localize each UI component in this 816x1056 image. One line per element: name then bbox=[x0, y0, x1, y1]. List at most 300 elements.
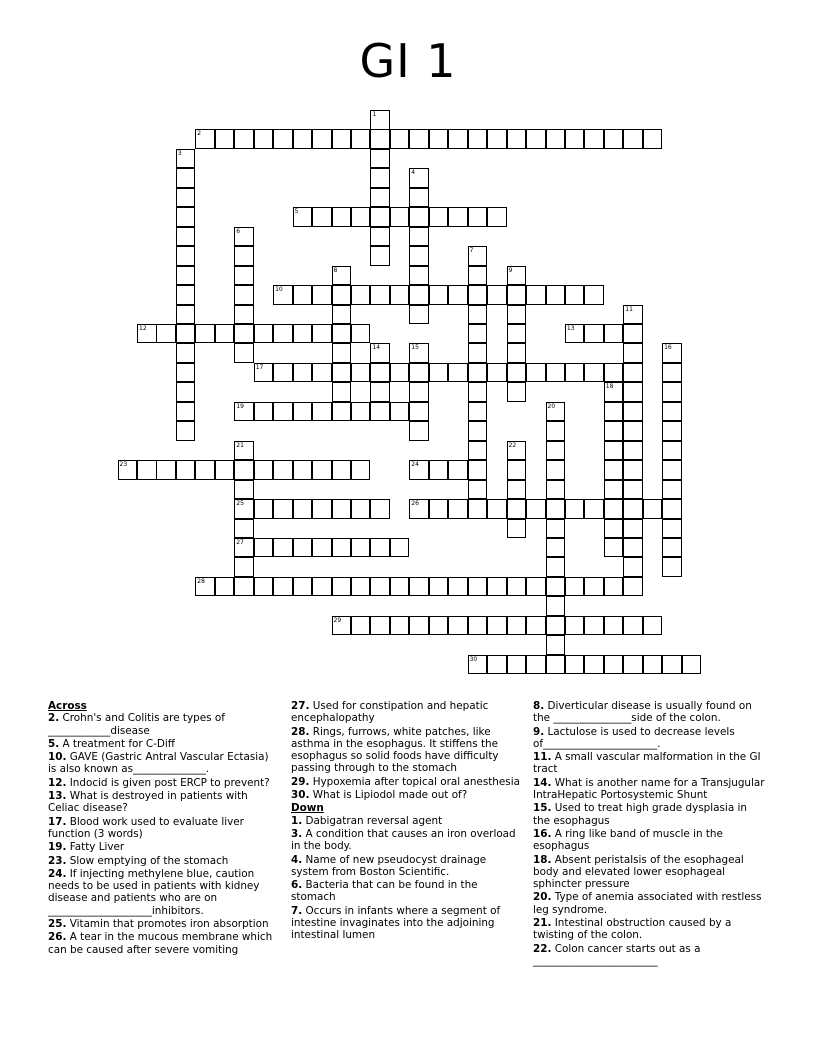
grid-cell[interactable] bbox=[546, 557, 566, 577]
grid-cell[interactable] bbox=[312, 285, 332, 305]
grid-cell[interactable] bbox=[273, 363, 293, 383]
grid-cell[interactable] bbox=[507, 382, 527, 402]
grid-cell[interactable] bbox=[643, 129, 663, 149]
grid-cell[interactable] bbox=[662, 519, 682, 539]
grid-cell[interactable] bbox=[468, 207, 488, 227]
grid-cell[interactable] bbox=[565, 655, 585, 675]
grid-cell[interactable] bbox=[370, 188, 390, 208]
grid-cell[interactable] bbox=[234, 324, 254, 344]
grid-cell[interactable] bbox=[662, 402, 682, 422]
grid-cell[interactable] bbox=[584, 285, 604, 305]
grid-cell[interactable] bbox=[409, 207, 429, 227]
grid-cell[interactable] bbox=[643, 616, 663, 636]
grid-cell[interactable] bbox=[312, 402, 332, 422]
grid-cell[interactable] bbox=[604, 519, 624, 539]
grid-cell[interactable] bbox=[546, 635, 566, 655]
grid-cell[interactable] bbox=[662, 557, 682, 577]
grid-cell[interactable] bbox=[156, 460, 176, 480]
grid-cell[interactable] bbox=[370, 363, 390, 383]
grid-cell[interactable] bbox=[546, 129, 566, 149]
grid-cell[interactable] bbox=[312, 577, 332, 597]
grid-cell[interactable] bbox=[468, 363, 488, 383]
grid-cell[interactable] bbox=[507, 519, 527, 539]
grid-cell[interactable] bbox=[468, 324, 488, 344]
grid-cell[interactable] bbox=[332, 538, 352, 558]
grid-cell[interactable] bbox=[546, 363, 566, 383]
grid-cell[interactable] bbox=[293, 207, 313, 227]
grid-cell[interactable] bbox=[468, 402, 488, 422]
grid-cell[interactable] bbox=[429, 363, 449, 383]
grid-cell[interactable] bbox=[662, 460, 682, 480]
grid-cell[interactable] bbox=[409, 363, 429, 383]
grid-cell[interactable] bbox=[546, 616, 566, 636]
grid-cell[interactable] bbox=[546, 538, 566, 558]
grid-cell[interactable] bbox=[604, 441, 624, 461]
grid-cell[interactable] bbox=[312, 324, 332, 344]
grid-cell[interactable] bbox=[546, 441, 566, 461]
grid-cell[interactable] bbox=[526, 129, 546, 149]
grid-cell[interactable] bbox=[176, 168, 196, 188]
grid-cell[interactable] bbox=[584, 129, 604, 149]
grid-cell[interactable] bbox=[409, 305, 429, 325]
grid-cell[interactable] bbox=[429, 460, 449, 480]
grid-cell[interactable] bbox=[234, 557, 254, 577]
grid-cell[interactable] bbox=[565, 363, 585, 383]
grid-cell[interactable] bbox=[584, 324, 604, 344]
grid-cell[interactable] bbox=[487, 207, 507, 227]
grid-cell[interactable] bbox=[623, 616, 643, 636]
grid-cell[interactable] bbox=[332, 285, 352, 305]
grid-cell[interactable] bbox=[662, 499, 682, 519]
grid-cell[interactable] bbox=[507, 616, 527, 636]
grid-cell[interactable] bbox=[546, 285, 566, 305]
grid-cell[interactable] bbox=[293, 285, 313, 305]
grid-cell[interactable] bbox=[623, 324, 643, 344]
grid-cell[interactable] bbox=[468, 382, 488, 402]
grid-cell[interactable] bbox=[351, 538, 371, 558]
grid-cell[interactable] bbox=[195, 129, 215, 149]
grid-cell[interactable] bbox=[468, 577, 488, 597]
grid-cell[interactable] bbox=[137, 460, 157, 480]
grid-cell[interactable] bbox=[409, 577, 429, 597]
grid-cell[interactable] bbox=[662, 480, 682, 500]
grid-cell[interactable] bbox=[623, 129, 643, 149]
grid-cell[interactable] bbox=[293, 577, 313, 597]
grid-cell[interactable] bbox=[468, 129, 488, 149]
grid-cell[interactable] bbox=[682, 655, 702, 675]
grid-cell[interactable] bbox=[662, 382, 682, 402]
grid-cell[interactable] bbox=[604, 460, 624, 480]
grid-cell[interactable] bbox=[409, 499, 429, 519]
grid-cell[interactable] bbox=[623, 441, 643, 461]
grid-cell[interactable] bbox=[234, 285, 254, 305]
grid-cell[interactable] bbox=[293, 538, 313, 558]
grid-cell[interactable] bbox=[176, 149, 196, 169]
grid-cell[interactable] bbox=[409, 129, 429, 149]
grid-cell[interactable] bbox=[468, 266, 488, 286]
grid-cell[interactable] bbox=[526, 285, 546, 305]
grid-cell[interactable] bbox=[565, 285, 585, 305]
grid-cell[interactable] bbox=[429, 285, 449, 305]
grid-cell[interactable] bbox=[293, 499, 313, 519]
grid-cell[interactable] bbox=[623, 538, 643, 558]
grid-cell[interactable] bbox=[234, 538, 254, 558]
grid-cell[interactable] bbox=[176, 460, 196, 480]
grid-cell[interactable] bbox=[409, 285, 429, 305]
grid-cell[interactable] bbox=[604, 324, 624, 344]
grid-cell[interactable] bbox=[293, 460, 313, 480]
grid-cell[interactable] bbox=[507, 343, 527, 363]
grid-cell[interactable] bbox=[507, 655, 527, 675]
grid-cell[interactable] bbox=[137, 324, 157, 344]
grid-cell[interactable] bbox=[526, 655, 546, 675]
grid-cell[interactable] bbox=[370, 207, 390, 227]
grid-cell[interactable] bbox=[332, 382, 352, 402]
grid-cell[interactable] bbox=[623, 577, 643, 597]
grid-cell[interactable] bbox=[487, 577, 507, 597]
grid-cell[interactable] bbox=[546, 596, 566, 616]
grid-cell[interactable] bbox=[370, 168, 390, 188]
grid-cell[interactable] bbox=[507, 499, 527, 519]
grid-cell[interactable] bbox=[254, 402, 274, 422]
grid-cell[interactable] bbox=[215, 460, 235, 480]
grid-cell[interactable] bbox=[312, 207, 332, 227]
grid-cell[interactable] bbox=[370, 577, 390, 597]
grid-cell[interactable] bbox=[273, 577, 293, 597]
grid-cell[interactable] bbox=[662, 655, 682, 675]
grid-cell[interactable] bbox=[604, 421, 624, 441]
grid-cell[interactable] bbox=[390, 129, 410, 149]
grid-cell[interactable] bbox=[370, 499, 390, 519]
grid-cell[interactable] bbox=[293, 363, 313, 383]
grid-cell[interactable] bbox=[332, 402, 352, 422]
grid-cell[interactable] bbox=[604, 538, 624, 558]
grid-cell[interactable] bbox=[312, 499, 332, 519]
grid-cell[interactable] bbox=[468, 246, 488, 266]
grid-cell[interactable] bbox=[351, 207, 371, 227]
grid-cell[interactable] bbox=[176, 402, 196, 422]
grid-cell[interactable] bbox=[370, 129, 390, 149]
grid-cell[interactable] bbox=[468, 616, 488, 636]
grid-cell[interactable] bbox=[662, 441, 682, 461]
grid-cell[interactable] bbox=[176, 363, 196, 383]
grid-cell[interactable] bbox=[332, 129, 352, 149]
grid-cell[interactable] bbox=[623, 402, 643, 422]
grid-cell[interactable] bbox=[370, 246, 390, 266]
grid-cell[interactable] bbox=[332, 305, 352, 325]
grid-cell[interactable] bbox=[584, 577, 604, 597]
grid-cell[interactable] bbox=[409, 382, 429, 402]
grid-cell[interactable] bbox=[643, 499, 663, 519]
grid-cell[interactable] bbox=[176, 382, 196, 402]
grid-cell[interactable] bbox=[468, 655, 488, 675]
grid-cell[interactable] bbox=[468, 343, 488, 363]
grid-cell[interactable] bbox=[584, 363, 604, 383]
grid-cell[interactable] bbox=[604, 382, 624, 402]
grid-cell[interactable] bbox=[273, 285, 293, 305]
grid-cell[interactable] bbox=[448, 499, 468, 519]
grid-cell[interactable] bbox=[448, 207, 468, 227]
grid-cell[interactable] bbox=[604, 402, 624, 422]
grid-cell[interactable] bbox=[623, 343, 643, 363]
grid-cell[interactable] bbox=[409, 188, 429, 208]
grid-cell[interactable] bbox=[156, 324, 176, 344]
grid-cell[interactable] bbox=[176, 343, 196, 363]
grid-cell[interactable] bbox=[370, 343, 390, 363]
grid-cell[interactable] bbox=[234, 266, 254, 286]
grid-cell[interactable] bbox=[234, 480, 254, 500]
grid-cell[interactable] bbox=[584, 655, 604, 675]
grid-cell[interactable] bbox=[390, 577, 410, 597]
grid-cell[interactable] bbox=[332, 207, 352, 227]
grid-cell[interactable] bbox=[546, 577, 566, 597]
grid-cell[interactable] bbox=[390, 285, 410, 305]
grid-cell[interactable] bbox=[351, 460, 371, 480]
grid-cell[interactable] bbox=[487, 285, 507, 305]
grid-cell[interactable] bbox=[390, 538, 410, 558]
grid-cell[interactable] bbox=[409, 168, 429, 188]
grid-cell[interactable] bbox=[546, 519, 566, 539]
grid-cell[interactable] bbox=[390, 363, 410, 383]
grid-cell[interactable] bbox=[195, 460, 215, 480]
grid-cell[interactable] bbox=[468, 305, 488, 325]
grid-cell[interactable] bbox=[429, 129, 449, 149]
grid-cell[interactable] bbox=[604, 499, 624, 519]
grid-cell[interactable] bbox=[487, 363, 507, 383]
grid-cell[interactable] bbox=[429, 207, 449, 227]
grid-cell[interactable] bbox=[526, 616, 546, 636]
grid-cell[interactable] bbox=[448, 616, 468, 636]
grid-cell[interactable] bbox=[546, 480, 566, 500]
grid-cell[interactable] bbox=[234, 460, 254, 480]
grid-cell[interactable] bbox=[370, 285, 390, 305]
grid-cell[interactable] bbox=[234, 246, 254, 266]
grid-cell[interactable] bbox=[332, 577, 352, 597]
grid-cell[interactable] bbox=[215, 577, 235, 597]
grid-cell[interactable] bbox=[312, 460, 332, 480]
grid-cell[interactable] bbox=[623, 363, 643, 383]
grid-cell[interactable] bbox=[273, 402, 293, 422]
grid-cell[interactable] bbox=[468, 499, 488, 519]
grid-cell[interactable] bbox=[234, 519, 254, 539]
grid-cell[interactable] bbox=[409, 421, 429, 441]
grid-cell[interactable] bbox=[254, 324, 274, 344]
grid-cell[interactable] bbox=[254, 577, 274, 597]
grid-cell[interactable] bbox=[448, 577, 468, 597]
grid-cell[interactable] bbox=[507, 460, 527, 480]
grid-cell[interactable] bbox=[604, 363, 624, 383]
grid-cell[interactable] bbox=[507, 129, 527, 149]
grid-cell[interactable] bbox=[312, 363, 332, 383]
grid-cell[interactable] bbox=[351, 285, 371, 305]
grid-cell[interactable] bbox=[351, 363, 371, 383]
grid-cell[interactable] bbox=[429, 499, 449, 519]
grid-cell[interactable] bbox=[565, 499, 585, 519]
grid-cell[interactable] bbox=[507, 285, 527, 305]
grid-cell[interactable] bbox=[293, 324, 313, 344]
grid-cell[interactable] bbox=[370, 149, 390, 169]
grid-cell[interactable] bbox=[409, 402, 429, 422]
grid-cell[interactable] bbox=[507, 266, 527, 286]
grid-cell[interactable] bbox=[468, 480, 488, 500]
grid-cell[interactable] bbox=[351, 616, 371, 636]
grid-cell[interactable] bbox=[468, 421, 488, 441]
grid-cell[interactable] bbox=[546, 460, 566, 480]
grid-cell[interactable] bbox=[429, 577, 449, 597]
grid-cell[interactable] bbox=[118, 460, 138, 480]
grid-cell[interactable] bbox=[565, 616, 585, 636]
grid-cell[interactable] bbox=[234, 402, 254, 422]
grid-cell[interactable] bbox=[273, 324, 293, 344]
grid-cell[interactable] bbox=[565, 129, 585, 149]
grid-cell[interactable] bbox=[565, 324, 585, 344]
grid-cell[interactable] bbox=[507, 363, 527, 383]
grid-cell[interactable] bbox=[370, 402, 390, 422]
grid-cell[interactable] bbox=[507, 324, 527, 344]
grid-cell[interactable] bbox=[254, 363, 274, 383]
grid-cell[interactable] bbox=[254, 129, 274, 149]
grid-cell[interactable] bbox=[390, 207, 410, 227]
grid-cell[interactable] bbox=[351, 129, 371, 149]
grid-cell[interactable] bbox=[215, 324, 235, 344]
grid-cell[interactable] bbox=[332, 343, 352, 363]
grid-cell[interactable] bbox=[604, 129, 624, 149]
grid-cell[interactable] bbox=[234, 305, 254, 325]
grid-cell[interactable] bbox=[526, 577, 546, 597]
grid-cell[interactable] bbox=[312, 538, 332, 558]
grid-cell[interactable] bbox=[293, 402, 313, 422]
grid-cell[interactable] bbox=[623, 499, 643, 519]
grid-cell[interactable] bbox=[234, 227, 254, 247]
grid-cell[interactable] bbox=[604, 480, 624, 500]
grid-cell[interactable] bbox=[604, 655, 624, 675]
grid-cell[interactable] bbox=[234, 129, 254, 149]
grid-cell[interactable] bbox=[176, 285, 196, 305]
grid-cell[interactable] bbox=[332, 616, 352, 636]
grid-cell[interactable] bbox=[468, 460, 488, 480]
grid-cell[interactable] bbox=[176, 421, 196, 441]
grid-cell[interactable] bbox=[623, 421, 643, 441]
grid-cell[interactable] bbox=[507, 577, 527, 597]
grid-cell[interactable] bbox=[176, 188, 196, 208]
grid-cell[interactable] bbox=[526, 363, 546, 383]
grid-cell[interactable] bbox=[293, 129, 313, 149]
grid-cell[interactable] bbox=[254, 460, 274, 480]
grid-cell[interactable] bbox=[351, 324, 371, 344]
grid-cell[interactable] bbox=[604, 616, 624, 636]
grid-cell[interactable] bbox=[273, 129, 293, 149]
grid-cell[interactable] bbox=[332, 499, 352, 519]
grid-cell[interactable] bbox=[526, 499, 546, 519]
grid-cell[interactable] bbox=[254, 538, 274, 558]
grid-cell[interactable] bbox=[662, 363, 682, 383]
grid-cell[interactable] bbox=[370, 538, 390, 558]
grid-cell[interactable] bbox=[351, 577, 371, 597]
grid-cell[interactable] bbox=[623, 655, 643, 675]
grid-cell[interactable] bbox=[546, 655, 566, 675]
grid-cell[interactable] bbox=[623, 519, 643, 539]
grid-cell[interactable] bbox=[468, 285, 488, 305]
grid-cell[interactable] bbox=[623, 382, 643, 402]
grid-cell[interactable] bbox=[487, 616, 507, 636]
grid-cell[interactable] bbox=[662, 343, 682, 363]
grid-cell[interactable] bbox=[409, 246, 429, 266]
grid-cell[interactable] bbox=[409, 343, 429, 363]
grid-cell[interactable] bbox=[176, 305, 196, 325]
grid-cell[interactable] bbox=[215, 129, 235, 149]
grid-cell[interactable] bbox=[176, 246, 196, 266]
grid-cell[interactable] bbox=[643, 655, 663, 675]
grid-cell[interactable] bbox=[507, 305, 527, 325]
grid-cell[interactable] bbox=[565, 577, 585, 597]
grid-cell[interactable] bbox=[662, 421, 682, 441]
grid-cell[interactable] bbox=[332, 266, 352, 286]
grid-cell[interactable] bbox=[584, 499, 604, 519]
grid-cell[interactable] bbox=[487, 129, 507, 149]
grid-cell[interactable] bbox=[448, 129, 468, 149]
grid-cell[interactable] bbox=[176, 227, 196, 247]
grid-cell[interactable] bbox=[273, 538, 293, 558]
grid-cell[interactable] bbox=[332, 363, 352, 383]
grid-cell[interactable] bbox=[546, 499, 566, 519]
grid-cell[interactable] bbox=[273, 460, 293, 480]
grid-cell[interactable] bbox=[254, 499, 274, 519]
grid-cell[interactable] bbox=[176, 266, 196, 286]
grid-cell[interactable] bbox=[234, 577, 254, 597]
grid-cell[interactable] bbox=[448, 363, 468, 383]
grid-cell[interactable] bbox=[351, 499, 371, 519]
grid-cell[interactable] bbox=[604, 577, 624, 597]
grid-cell[interactable] bbox=[507, 441, 527, 461]
grid-cell[interactable] bbox=[370, 616, 390, 636]
grid-cell[interactable] bbox=[370, 382, 390, 402]
grid-cell[interactable] bbox=[176, 324, 196, 344]
grid-cell[interactable] bbox=[273, 499, 293, 519]
grid-cell[interactable] bbox=[195, 577, 215, 597]
grid-cell[interactable] bbox=[409, 460, 429, 480]
grid-cell[interactable] bbox=[234, 499, 254, 519]
grid-cell[interactable] bbox=[370, 110, 390, 130]
grid-cell[interactable] bbox=[448, 460, 468, 480]
grid-cell[interactable] bbox=[429, 616, 449, 636]
grid-cell[interactable] bbox=[409, 227, 429, 247]
grid-cell[interactable] bbox=[234, 441, 254, 461]
grid-cell[interactable] bbox=[390, 402, 410, 422]
grid-cell[interactable] bbox=[370, 227, 390, 247]
grid-cell[interactable] bbox=[176, 207, 196, 227]
grid-cell[interactable] bbox=[662, 538, 682, 558]
grid-cell[interactable] bbox=[546, 402, 566, 422]
grid-cell[interactable] bbox=[487, 655, 507, 675]
grid-cell[interactable] bbox=[584, 616, 604, 636]
grid-cell[interactable] bbox=[546, 421, 566, 441]
grid-cell[interactable] bbox=[623, 557, 643, 577]
grid-cell[interactable] bbox=[487, 499, 507, 519]
grid-cell[interactable] bbox=[623, 480, 643, 500]
grid-cell[interactable] bbox=[507, 480, 527, 500]
grid-cell[interactable] bbox=[351, 402, 371, 422]
grid-cell[interactable] bbox=[390, 616, 410, 636]
grid-cell[interactable] bbox=[332, 460, 352, 480]
grid-cell[interactable] bbox=[468, 441, 488, 461]
grid-cell[interactable] bbox=[409, 266, 429, 286]
grid-cell[interactable] bbox=[332, 324, 352, 344]
grid-cell[interactable] bbox=[409, 616, 429, 636]
grid-cell[interactable] bbox=[448, 285, 468, 305]
grid-cell[interactable] bbox=[623, 305, 643, 325]
grid-cell[interactable] bbox=[312, 129, 332, 149]
grid-cell[interactable] bbox=[623, 460, 643, 480]
